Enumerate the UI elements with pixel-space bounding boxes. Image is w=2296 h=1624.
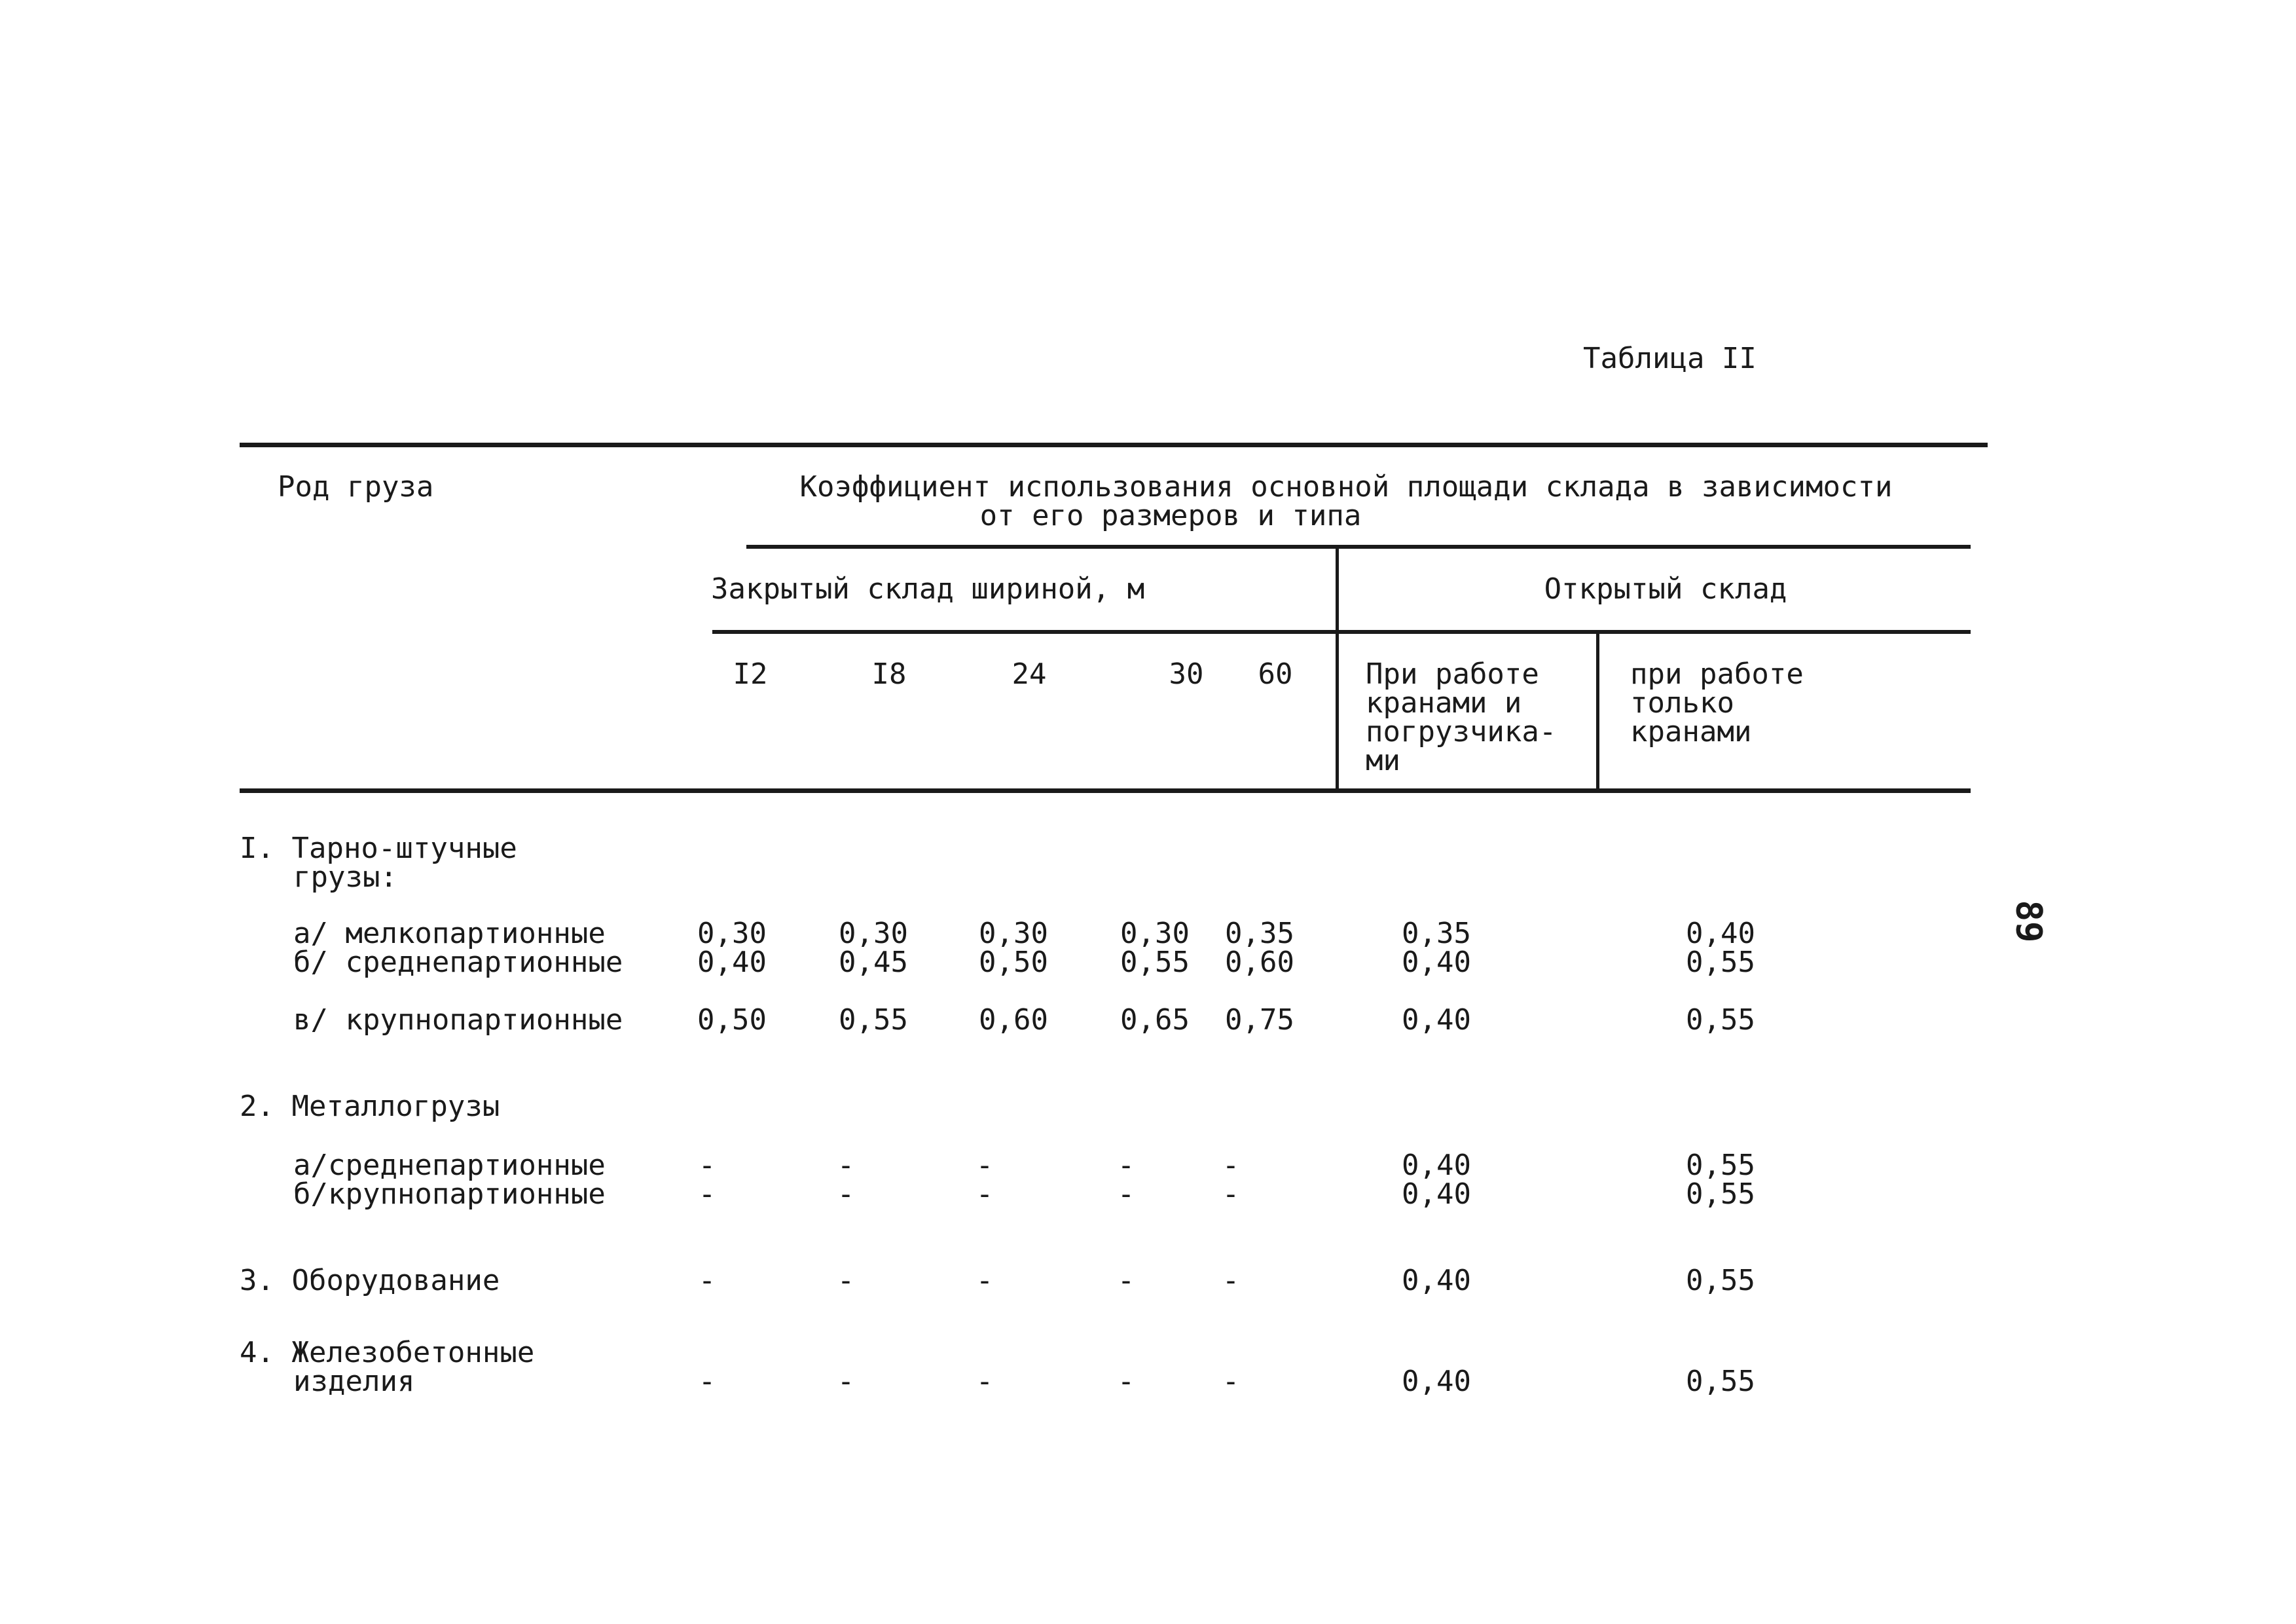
open-columns-divider [1596, 633, 1599, 792]
cell: 0,40 [1402, 1149, 1471, 1182]
cell: 0,40 [1402, 1264, 1471, 1297]
cell: 0,40 [1402, 1365, 1471, 1398]
cell: 0,55 [1686, 1264, 1755, 1297]
cell: - [698, 1264, 716, 1297]
header-bottom-rule [240, 788, 1971, 793]
section-title: грузы: [293, 860, 397, 894]
open-col1-line: погрузчика- [1366, 715, 1557, 748]
open-col1-line: ми [1366, 744, 1400, 777]
cell: 0,50 [979, 946, 1048, 979]
cell: 0,55 [1686, 1365, 1755, 1398]
cell: - [975, 1149, 994, 1182]
cell: 0,55 [1686, 1149, 1755, 1182]
table-title: Таблица II [1583, 342, 1757, 375]
cell: - [975, 1264, 994, 1297]
section-title: изделия [293, 1365, 415, 1398]
row-label: а/ мелкопартионные [293, 917, 606, 950]
cell: 0,55 [1686, 1003, 1755, 1037]
row-label-header: Род груза [278, 470, 434, 504]
cell: - [1117, 1365, 1135, 1398]
row-label: в/ крупнопартионные [293, 1003, 623, 1037]
section-title: 2. Металлогрузы [240, 1090, 500, 1123]
cell: - [1117, 1149, 1135, 1182]
open-col2-line: кранами [1630, 715, 1752, 748]
section-title: I. Тарно-штучные [240, 832, 517, 865]
open-col1-line: При работе [1366, 657, 1539, 691]
cell: - [837, 1264, 855, 1297]
cell: 0,30 [697, 917, 767, 950]
section-title: 3. Оборудование [240, 1264, 500, 1297]
cell: 0,50 [697, 1003, 767, 1037]
width-col-60: 60 [1258, 657, 1293, 691]
cell: 0,30 [979, 917, 1048, 950]
open-group-header: Открытый склад [1544, 572, 1787, 606]
cell: - [698, 1177, 716, 1211]
cell: - [698, 1365, 716, 1398]
cell: - [975, 1365, 994, 1398]
cell: 0,30 [839, 917, 908, 950]
cell: - [1222, 1177, 1240, 1211]
cell: 0,55 [1120, 946, 1190, 979]
cell: - [1117, 1177, 1135, 1211]
main-title-line1: Коэффициент использования основной площади склада в зависимости [799, 470, 1893, 504]
cell: - [975, 1177, 994, 1211]
cell: 0,55 [1686, 946, 1755, 979]
width-col-24: 24 [1011, 657, 1047, 691]
row-label: б/ среднепартионные [293, 946, 623, 979]
open-col2-line: только [1630, 686, 1734, 720]
section-title: 4. Железобетонные [240, 1336, 535, 1369]
cell: 0,40 [697, 946, 767, 979]
cell: - [1222, 1264, 1240, 1297]
page-number: 89 [2008, 900, 2050, 943]
cell: - [1222, 1149, 1240, 1182]
table-top-rule [240, 443, 1988, 447]
open-col1-line: кранами и [1366, 686, 1522, 720]
cell: 0,40 [1402, 1177, 1471, 1211]
cell: 0,35 [1402, 917, 1471, 950]
closed-group-header: Закрытый склад шириной, м [711, 572, 1145, 606]
width-col-18: I8 [871, 657, 907, 691]
cell: 0,40 [1402, 946, 1471, 979]
cell: 0,75 [1225, 1003, 1294, 1037]
main-title-line2: от его размеров и типа [979, 499, 1362, 532]
cell: 0,40 [1686, 917, 1755, 950]
open-col2-line: при работе [1630, 657, 1804, 691]
cell: 0,60 [979, 1003, 1048, 1037]
cell: - [837, 1177, 855, 1211]
header-subrule-2 [712, 630, 1971, 634]
closed-open-divider [1336, 547, 1339, 792]
cell: 0,60 [1225, 946, 1294, 979]
cell: 0,40 [1402, 1003, 1471, 1037]
cell: 0,35 [1225, 917, 1294, 950]
cell: 0,45 [839, 946, 908, 979]
cell: - [837, 1365, 855, 1398]
cell: 0,55 [839, 1003, 908, 1037]
cell: 0,65 [1120, 1003, 1190, 1037]
cell: 0,30 [1120, 917, 1190, 950]
width-col-12: I2 [733, 657, 768, 691]
row-label: а/среднепартионные [293, 1149, 606, 1182]
cell: - [1117, 1264, 1135, 1297]
row-label: б/крупнопартионные [293, 1177, 606, 1211]
cell: - [698, 1149, 716, 1182]
header-subrule-1 [746, 545, 1971, 549]
cell: 0,55 [1686, 1177, 1755, 1211]
cell: - [1222, 1365, 1240, 1398]
width-col-30: 30 [1169, 657, 1204, 691]
cell: - [837, 1149, 855, 1182]
